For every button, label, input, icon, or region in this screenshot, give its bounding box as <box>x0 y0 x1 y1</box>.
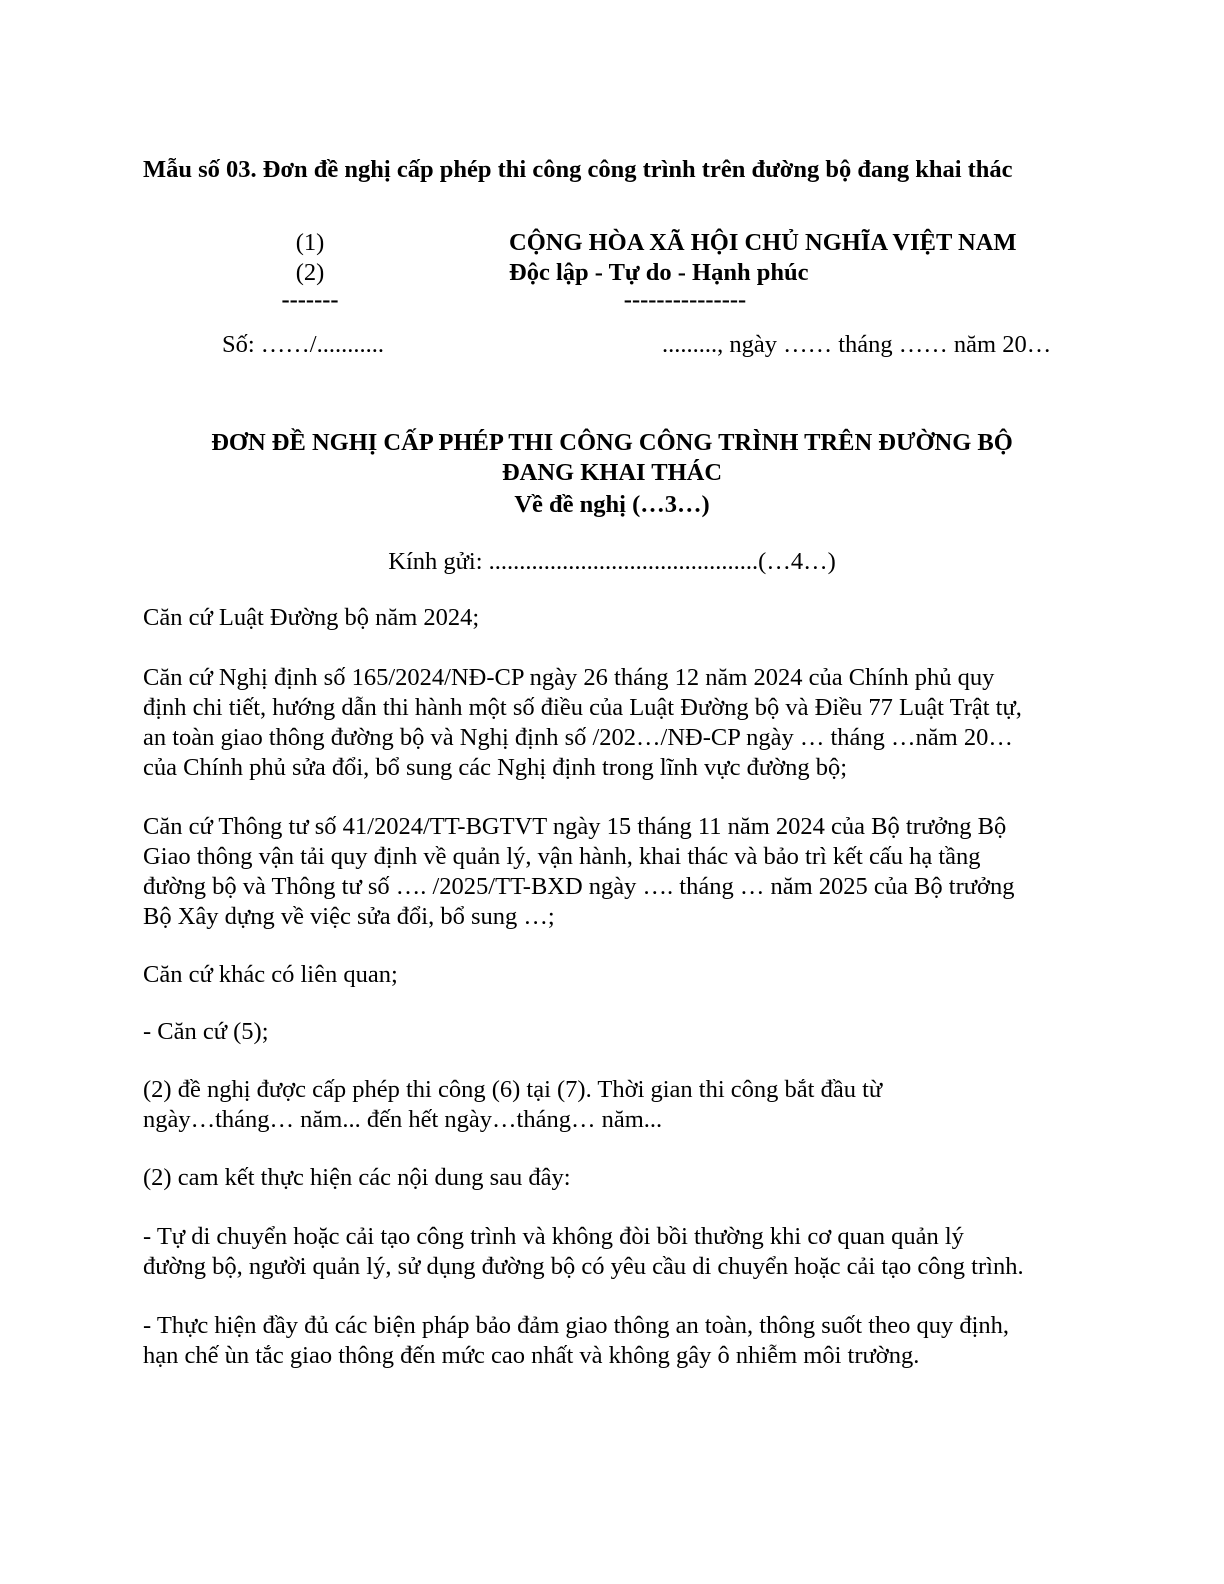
paragraph-line: hạn chế ùn tắc giao thông đến mức cao nhất và không gây ô nhiễm môi trường. <box>143 1342 920 1369</box>
paragraph-line: ngày…tháng… năm... đến hết ngày…tháng… năm... <box>143 1106 663 1133</box>
recipient-line: Kính gửi: ............................................(…4…) <box>388 548 836 575</box>
place-and-date: ........., ngày …… tháng …… năm 20… <box>662 331 1052 358</box>
document-title-line-2: ĐANG KHAI THÁC <box>501 459 723 486</box>
paragraph-commitment-relocation <box>143 1222 1083 1282</box>
paragraph-line: Căn cứ Thông tư số 41/2024/TT-BGTVT ngày 15 tháng 11 năm 2024 của Bộ trưởng Bộ <box>143 813 1007 840</box>
paragraph-line: đường bộ và Thông tư số …. /2025/TT-BXD ngày …. tháng … năm 2025 của Bộ trưởng <box>143 873 1015 900</box>
paragraph-line: Bộ Xây dựng về việc sửa đổi, bổ sung …; <box>143 903 555 930</box>
motto-divider: --------------- <box>623 286 747 313</box>
paragraph-line: Giao thông vận tải quy định về quản lý, vận hành, khai thác và bảo trì kết cấu hạ tầng <box>143 843 981 870</box>
paragraph-permit-request <box>143 1075 1083 1135</box>
paragraph-line: Căn cứ Luật Đường bộ năm 2024; <box>143 604 480 631</box>
national-name: CỘNG HÒA XÃ HỘI CHỦ NGHĨA VIỆT NAM <box>509 229 1017 256</box>
paragraph-line: an toàn giao thông đường bộ và Nghị định số /202…/NĐ-CP ngày … tháng …năm 20… <box>143 724 1013 751</box>
agency-name-placeholder: (2) <box>295 259 325 286</box>
form-title: Mẫu số 03. Đơn đề nghị cấp phép thi công công trình trên đường bộ đang khai thác <box>143 156 1013 183</box>
paragraph-line: - Thực hiện đầy đủ các biện pháp bảo đảm giao thông an toàn, thông suốt theo quy định, <box>143 1312 1010 1339</box>
paragraph-line: của Chính phủ sửa đổi, bổ sung các Nghị định trong lĩnh vực đường bộ; <box>143 754 848 781</box>
document-subject: Về đề nghị (…3…) <box>514 491 710 518</box>
paragraph-line: (2) đề nghị được cấp phép thi công (6) tại (7). Thời gian thi công bắt đầu từ <box>143 1076 883 1103</box>
paragraph-legal-basis-road-law <box>143 603 1083 633</box>
agency-divider: ------- <box>281 286 339 313</box>
paragraph-legal-basis-circular <box>143 812 1083 932</box>
paragraph-legal-basis-decree <box>143 663 1083 783</box>
paragraph-line: Căn cứ Nghị định số 165/2024/NĐ-CP ngày 26 tháng 12 năm 2024 của Chính phủ quy <box>143 664 995 691</box>
paragraph-basis-5 <box>143 1017 1083 1047</box>
paragraph-line: - Căn cứ (5); <box>143 1018 269 1045</box>
paragraph-line: (2) cam kết thực hiện các nội dung sau đây: <box>143 1164 571 1191</box>
paragraph-line: đường bộ, người quản lý, sử dụng đường bộ có yêu cầu di chuyển hoặc cải tạo công trình. <box>143 1253 1024 1280</box>
document-title-line-1: ĐƠN ĐỀ NGHỊ CẤP PHÉP THI CÔNG CÔNG TRÌNH TRÊN ĐƯỜNG BỘ <box>211 429 1013 456</box>
paragraph-commitment-traffic-safety <box>143 1311 1083 1371</box>
paragraph-line: - Tự di chuyển hoặc cải tạo công trình và không đòi bồi thường khi cơ quan quản lý <box>143 1223 964 1250</box>
national-motto: Độc lập - Tự do - Hạnh phúc <box>509 259 809 286</box>
paragraph-line: định chi tiết, hướng dẫn thi hành một số điều của Luật Đường bộ và Điều 77 Luật Trật tự, <box>143 694 1022 721</box>
document-number: Số: ……/........... <box>222 331 384 358</box>
paragraph-line: Căn cứ khác có liên quan; <box>143 961 398 988</box>
agency-parent-placeholder: (1) <box>295 229 325 256</box>
paragraph-other-basis <box>143 960 1083 990</box>
paragraph-commitment-intro <box>143 1163 1083 1193</box>
